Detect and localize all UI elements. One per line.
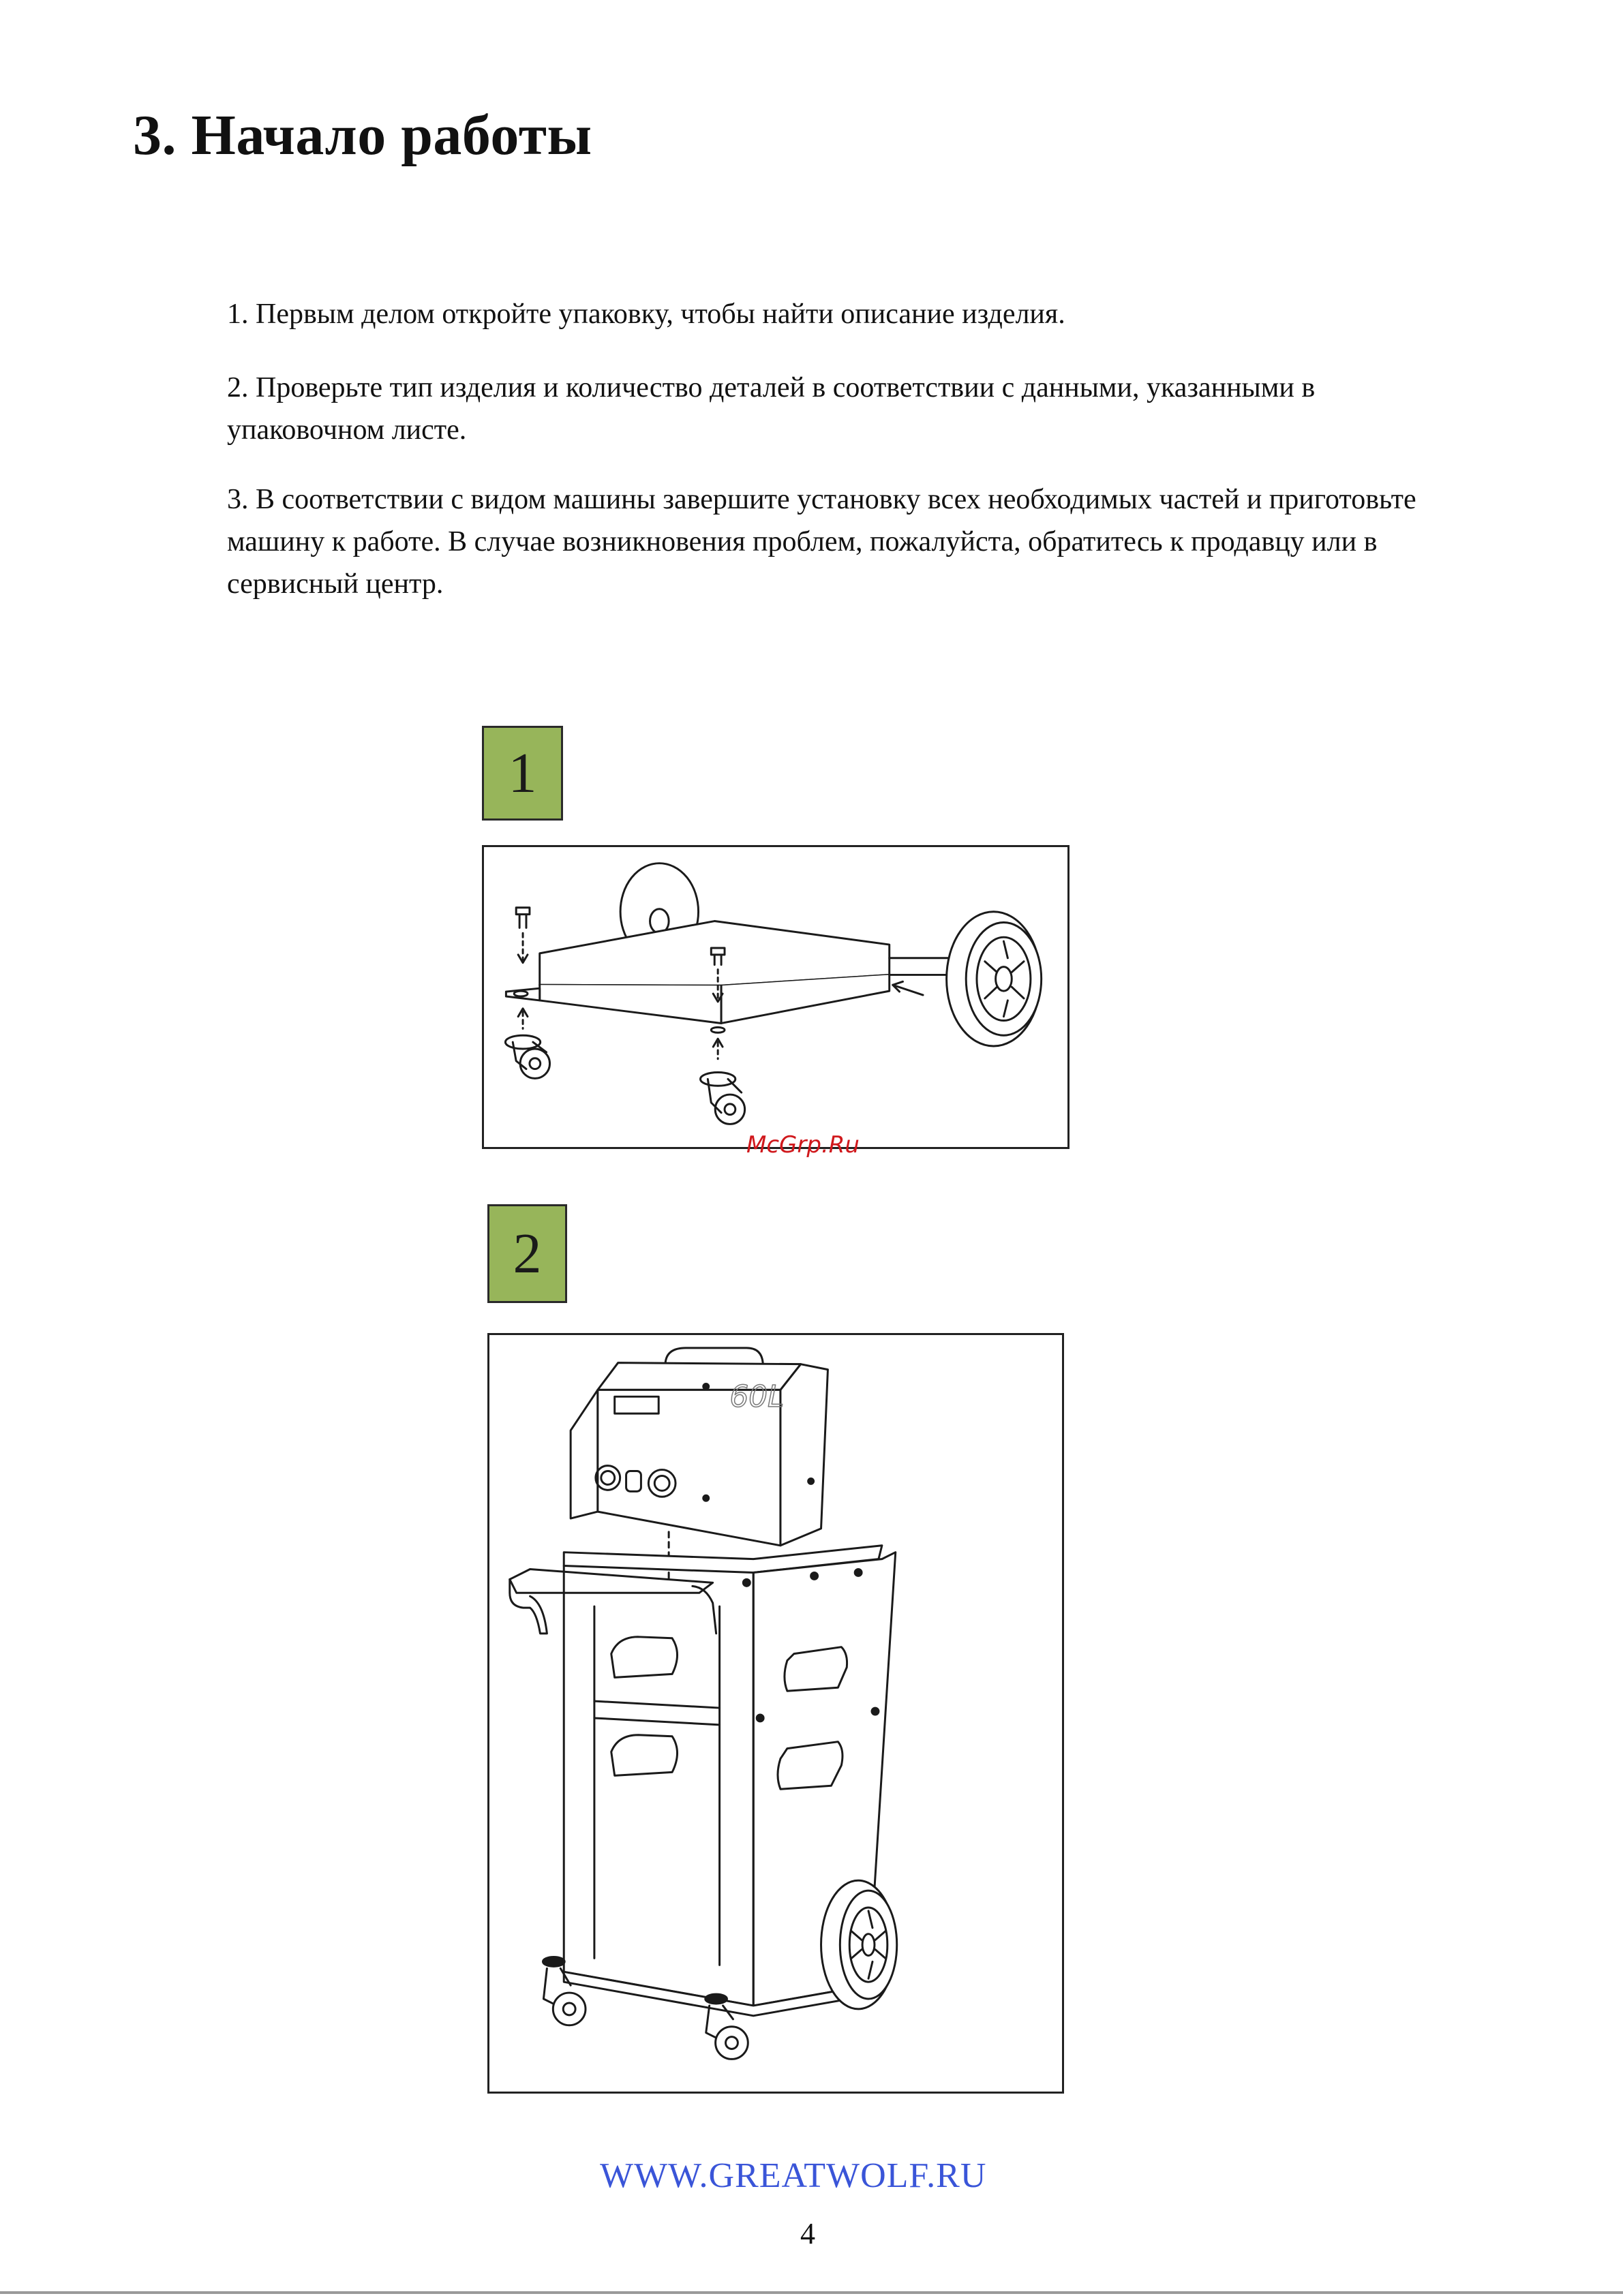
page-number: 4 — [800, 2217, 815, 2250]
page-title: 3. Начало работы — [133, 104, 592, 167]
cart-base-assembly-figure — [482, 845, 1070, 1149]
machine-on-cart-icon — [489, 1335, 1062, 2092]
step-1-badge: 1 — [482, 726, 563, 821]
bottom-divider — [0, 2291, 1623, 2294]
machine-model-label: 60L — [729, 1379, 785, 1415]
watermark-text: McGrp.Ru — [746, 1131, 860, 1159]
step-2-badge: 2 — [487, 1204, 567, 1303]
instruction-2: 2. Проверьте тип изделия и количество деталей в соответствии с данными, указанными в упаковочном листе. — [227, 372, 1316, 446]
website-link[interactable]: WWW.GREATWOLF.RU — [600, 2156, 987, 2195]
instruction-1: 1. Первым делом откройте упаковку, чтобы найти описание изделия. — [227, 299, 1065, 330]
machine-cart-assembly-figure — [487, 1333, 1064, 2094]
instruction-3: 3. В соответствии с видом машины завершите установку всех необходимых частей и приготовьте машину к работе. В случае возникновения проблем, пожалуйста, обратитесь к продавцу или в сервисный центр. — [227, 484, 1416, 600]
cart-base-assembly-icon — [484, 847, 1067, 1147]
